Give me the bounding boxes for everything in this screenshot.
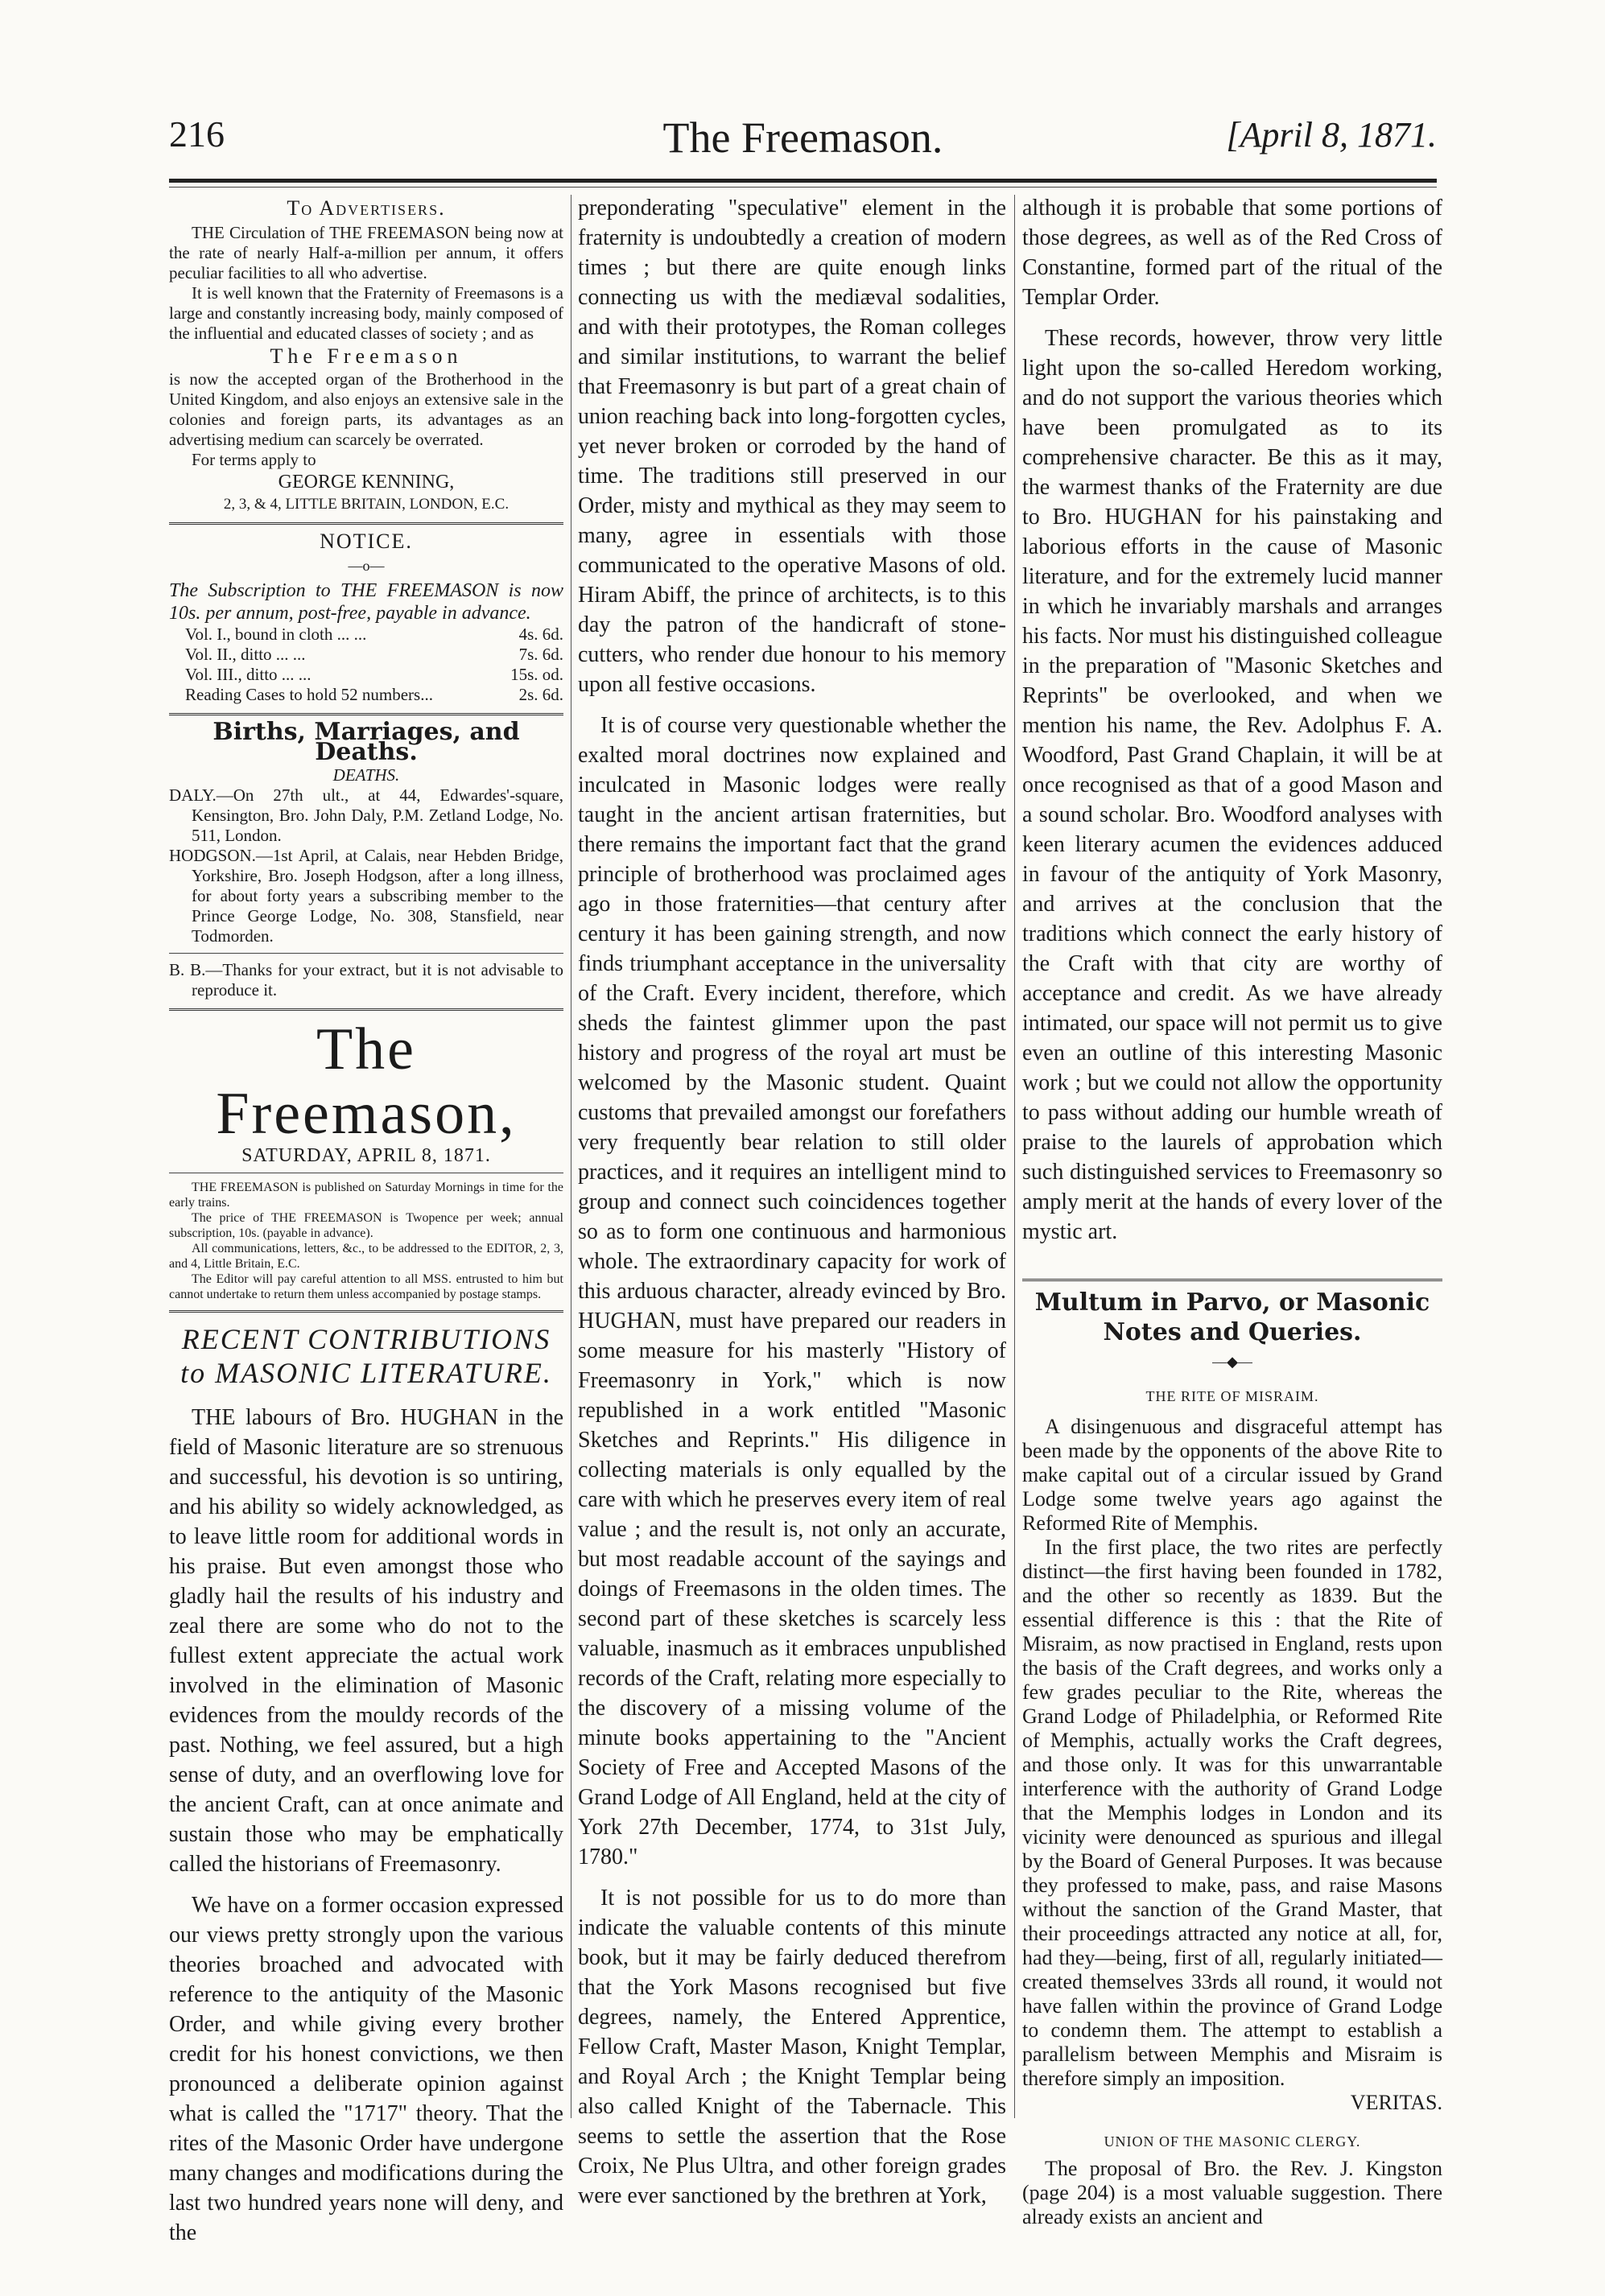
article-paragraph: These records, however, throw very little light upon the so-called Heredom working, and do not support the various theories which have been promulgated as to its comprehensive character. Be this as it may, the warmest thanks of the Fraternity are due to Bro. HUGHAN for his painstaking and laborious efforts in the cause of Masonic literature, and for the extremely lucid manner in which he invariably marshals and arranges his facts. Nor must his distinguished colleague in the preparation of "Masonic Sketches and Reprints" be overlooked, and when we mention his name, the Rev. Adolphus F. A. Woodford, Past Grand Chaplain, it will be at once recognised as that of a good Mason and a sound scholar. Bro. Woodford analyses with keen literary acumen the evidences adduced in favour of the antiquity of York Masonry, and arrives at the conclusion that the traditions which connect the early history of the Craft with that city are worthy of acceptance and credit. As we have already intimated, our space will not permit us to give even an outline of this interesting Masonic work ; but we could not allow the opportunity to pass without adding our humble wreath of praise to the laurels of approbation which such distinguished services to Freemasonry so amply merit at the hands of every lover of the mystic art. [1022, 326, 1442, 1244]
clergy-paragraph: The proposal of Bro. the Rev. J. Kingston (page 204) is a most valuable suggestion. There already exists an ancient and [1022, 2157, 1442, 2228]
page-number: 216 [169, 113, 225, 155]
advertisers-text-1: THE Circulation of THE FREEMASON being now at the rate of nearly Half-a-million per annum, it offers peculiar facilities to all who advertise. [169, 223, 563, 282]
rite-title: THE RITE OF MISRAIM. [1145, 1388, 1319, 1404]
publisher-note: The Editor will pay careful attention to all MSS. entrusted to him but cannot undertake to return them unless accompanied by postage stamps. [169, 1272, 563, 1301]
page-header [169, 113, 1437, 177]
advertisers-heading: To Advertisers. [287, 196, 446, 220]
section-rule [169, 1008, 563, 1011]
article-paragraph: It is of course very questionable whether the exalted moral doctrines now explained and inculcated in Masonic lodges were really taught in the ancient artisan fraternities, but there remains the important fact that the grand principle of brotherhood was proclaimed ages ago in those fraternities—that century after century it has been gaining strength, and now finds triumphant acceptance in the universality of the Craft. Every incident, therefore, which sheds the faintest glimmer upon the past history and progress of the royal art must be welcomed by the Masonic student. Quaint customs that prevailed amongst our forefathers very frequently bear relation to still older practices, and it requires an intelligent mind to group and connect such coincidences together so as to form one continuous and harmonious whole. The extraordinary capacity for work of this arduous character, already evinced by Bro. HUGHAN, must have prepared our readers in some measure for his masterly "History of Freemasonry in York," which is now republished in a work entitled "Masonic Sketches and Reprints." His diligence in collecting materials is only equalled by the care with which he preserves every item of real value ; and the result is, not only an accurate, but most readable account of the sayings and doings of Freemasons in the olden times. The second part of these sketches is scarcely less valuable, inasmuch as it embraces unpublished records of the Craft, relating more especially to the discovery of a missing volume of the minute books appertaining to the "Ancient Society of Free and Accepted Masons of the Grand Lodge of All England, held at the city of York 27th December, 1774, to 31st July, 1780." [578, 713, 1006, 1869]
article-paragraph: It is not possible for us to do more than indicate the valuable contents of this minute book, but it may be fairly deduced therefrom that the York Masons recognised but five degrees, namely, the Entered Apprentice, Fellow Craft, Master Mason, Knight Templar, and Royal Arch ; the Knight Templar being also called Knight of the Tabernacle. This seems to settle the assertion that the Rose Croix, Ne Plus Ultra, and other foreign grades were ever sanctioned by the brethren at York, [578, 1886, 1006, 2208]
header-rule-thin [169, 187, 1437, 188]
column-3 [1022, 193, 1442, 2228]
masthead-date: SATURDAY, APRIL 8, 1871. [241, 1145, 491, 1166]
multum-heading: Multum in Parvo, or Masonic Notes and Queries. [1034, 1288, 1430, 1346]
notice-heading: NOTICE. [320, 530, 413, 553]
article-paragraph: preponderating "speculative" element in the fraternity is undoubtedly a creation of modern times ; but there are quite enough links connecting us with the mediæval sodalities, and with their prototypes, the Roman colleges and similar institutions, to warrant the belief that Freemasonry is but part of a great chain of union reaching back into long-forgotten cycles, yet never broken or corroded by the hand of time. The traditions still preserved in our Order, misty and mythical as they may seem to many, agree in essentials with those communicated to the operative Masons of old. Hiram Abiff, the prince of architects, is to this day the patron of the handicraft of stone-cutters, who render due honour to his memory upon all festive occasions. [578, 196, 1006, 697]
section-rule [169, 1310, 563, 1313]
article-title: RECENT CONTRIBUTIONS to MASONIC LITERATURE. [180, 1323, 552, 1389]
price-item: Vol. III., ditto ... ... 15s. od. [185, 665, 563, 684]
notice-ornament: —o— [348, 558, 385, 574]
rite-paragraph: In the first place, the two rites are perfectly distinct—the first having been founded in 1782, and the other so recently as 1839. But the essential difference is this : that the Rite of Misraim, as now practised in England, rests upon the basis of the Craft degrees, and works only a few grades peculiar to the Rite, whereas the Grand Lodge of Philadelphia, or Reformed Rite of Memphis, actually works the Craft degrees, and those only. It was for this unwarrantable interference with the authority of Grand Lodge that the Memphis lodges in London and its vicinity were denounced as spurious and illegal by the Board of General Purposes. It was because they professed to make, pass, and raise Masons without the sanction of the Grand Master, that their proceedings attracted any notice at all, for, had they—being, first of all, regularly initiated—created themselves 33rds all round, it would not have fallen within the province of Grand Lodge to condemn them. The attempt to establish a parallelism between Memphis and Misraim is therefore simply an imposition. [1022, 1535, 1442, 2090]
bmd-heading: Births, Marriages, and Deaths. [212, 718, 520, 766]
article-paragraph: THE labours of Bro. HUGHAN in the field of Masonic literature are so strenuous and successful, his devotion is so untiring, and his ability so widely acknowledged, as to leave little room for additional words in his praise. But even amongst those who gladly hail the results of his industry and zeal there are some who do not to the fullest extent appreciate the actual work involved in the elimination of Masonic evidences from the mouldy records of the past. Nothing, we feel assured, but a high sense of duty, and an overflowing love for the ancient Craft, can at once animate and sustain those who may be emphatically called the historians of Freemasonry. [169, 1405, 563, 1877]
multum-ornament: —◆— [1212, 1354, 1252, 1370]
publisher-note: The price of THE FREEMASON is Twopence per week; annual subscription, 10s. (payable in advance). [169, 1211, 563, 1240]
column-divider-2 [1014, 195, 1015, 2118]
advertisers-paper-name: The Freemason [270, 344, 463, 368]
advertisers-text-2: It is well known that the Fraternity of Freemasons is a large and constantly increasing body, mainly composed of the influential and educated classes of society ; and as [169, 283, 563, 343]
rite-paragraph: A disingenuous and disgraceful attempt has been made by the opponents of the above Rite to make capital out of a circular issued by Grand Lodge some twelve years ago against the Reformed Rite of Memphis. [1022, 1415, 1442, 1535]
deaths-subheading: DEATHS. [332, 765, 400, 785]
section-rule [169, 522, 563, 525]
article-paragraph: although it is probable that some portions of those degrees, as well as of the Red Cross of Constantine, formed part of the ritual of the Templar Order. [1022, 196, 1442, 310]
correspondence-note: B. B.—Thanks for your extract, but it is not advisable to reproduce it. [169, 960, 563, 1000]
advertisers-text-4: For terms apply to [192, 450, 316, 469]
price-item: Reading Cases to hold 52 numbers... 2s. 6d. [185, 685, 563, 704]
clergy-title: UNION OF THE MASONIC CLERGY. [1104, 2133, 1361, 2150]
death-entry: HODGSON.—1st April, at Calais, near Hebden Bridge, Yorkshire, Bro. Joseph Hodgson, after a long illness, for about forty years a subscribing member to the Prince George Lodge, No. 308, Stansfield, near Todmorden. [169, 846, 563, 946]
section-rule [169, 953, 563, 954]
column-2 [578, 193, 1006, 2208]
column-1 [169, 193, 563, 2245]
issue-date: [April 8, 1871. [1226, 115, 1437, 155]
masthead-title: The Freemason, [216, 1016, 517, 1147]
article-paragraph: We have on a former occasion expressed our views pretty strongly upon the various theories broached and advocated with reference to the antiquity of the Masonic Order, and while giving every brother credit for his honest convictions, we then pronounced a deliberate opinion against what is called the "1717" theory. That the rites of the Masonic Order have undergone many changes and modifications during the last two hundred years none will deny, and the [169, 1893, 563, 2245]
section-rule [169, 713, 563, 715]
notice-text: The Subscription to THE FREEMASON is now 10s. per annum, post-free, payable in advance. [169, 580, 563, 624]
advertisers-text-3: is now the accepted organ of the Brotherhood in the United Kingdom, and also enjoys an extensive sale in the colonies and foreign parts, its advantages as an advertising medium can scarcely be overrated. [169, 369, 563, 449]
publisher-note: All communications, letters, &c., to be addressed to the EDITOR, 2, 3, and 4, Little Britain, E.C. [169, 1242, 563, 1271]
price-item: Vol. I., bound in cloth ... ... 4s. 6d. [185, 624, 563, 644]
notice-price-list [169, 624, 563, 705]
advertisers-contact: GEORGE KENNING, [278, 472, 455, 493]
signature: VERITAS. [1350, 2091, 1442, 2114]
section-rule [1022, 1279, 1442, 1281]
advertisers-address: 2, 3, & 4, LITTLE BRITAIN, LONDON, E.C. [223, 496, 510, 513]
header-rule [169, 179, 1437, 183]
publisher-note: THE FREEMASON is published on Saturday Mornings in time for the early trains. [169, 1181, 563, 1210]
death-entry: DALY.—On 27th ult., at 44, Edwardes'-square, Kensington, Bro. John Daly, P.M. Zetland Lodge, No. 511, London. [169, 785, 563, 845]
newspaper-title: The Freemason. [662, 113, 943, 162]
price-item: Vol. II., ditto ... ... 7s. 6d. [185, 645, 563, 664]
